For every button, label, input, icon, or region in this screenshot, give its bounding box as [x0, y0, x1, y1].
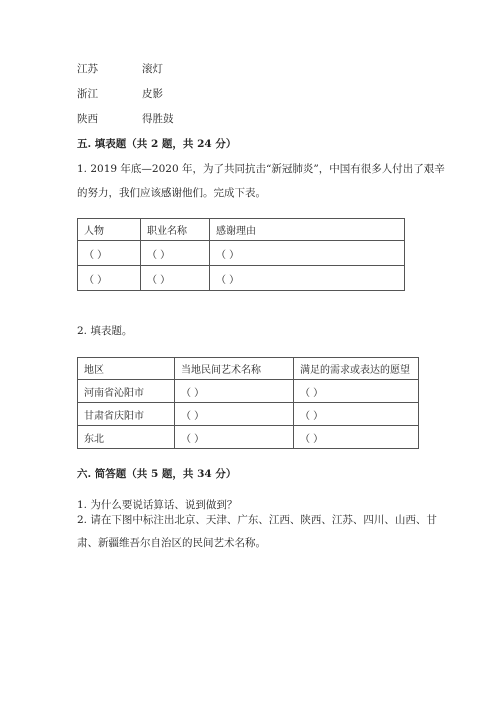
- table-row: [78, 426, 419, 449]
- question-2-line-1: 2. 请在下图中标注出北京、天津、广东、江西、陕西、江苏、四川、山西、甘: [77, 514, 437, 526]
- table-cell[interactable]: （ ）: [141, 241, 210, 266]
- table-header-row: [78, 358, 419, 380]
- table-header-cell: 职业名称: [141, 219, 210, 241]
- table-header-cell: 当地民间艺术名称: [175, 358, 294, 380]
- table-cell[interactable]: （ ）: [294, 426, 419, 449]
- table-cell[interactable]: （ ）: [294, 380, 419, 403]
- table-row: [78, 241, 405, 266]
- table-row: [78, 266, 405, 291]
- table-cell: 河南省沁阳市: [78, 380, 175, 403]
- table-row: [78, 380, 419, 403]
- table-header-cell: 满足的需求或表达的愿望: [294, 358, 419, 380]
- table-folk-art: [77, 357, 419, 449]
- table-header-cell: 感谢理由: [210, 219, 405, 241]
- table-cell[interactable]: （ ）: [141, 266, 210, 291]
- table-cell[interactable]: （ ）: [294, 403, 419, 426]
- pair-art: 皮影: [142, 88, 163, 100]
- pair-art: 滚灯: [142, 63, 163, 75]
- question-2-line-2: 肃、新疆维吾尔自治区的民间艺术名称。: [77, 537, 266, 549]
- pair-art: 得胜鼓: [142, 113, 174, 125]
- table-cell[interactable]: （ ）: [210, 241, 405, 266]
- table-thanks: [77, 218, 405, 291]
- table-header-cell: 地区: [78, 358, 175, 380]
- table-cell[interactable]: （ ）: [78, 266, 141, 291]
- question-1-line-1: 1. 2019 年底—2020 年，为了共同抗击“新冠肺炎”，中国有很多人付出了艰辛: [77, 163, 445, 175]
- table-cell[interactable]: （ ）: [175, 426, 294, 449]
- table-row: [78, 403, 419, 426]
- pair-province: 江苏: [77, 63, 98, 75]
- table-cell[interactable]: （ ）: [78, 241, 141, 266]
- table-cell: 东北: [78, 426, 175, 449]
- pair-province: 陕西: [77, 113, 98, 125]
- table-header-cell: 人物: [78, 219, 141, 241]
- question-1: 1. 为什么要说话算话、说到做到？: [77, 499, 238, 511]
- section-6-title: 六. 简答题（共 5 题，共 34 分）: [77, 468, 237, 480]
- table-cell[interactable]: （ ）: [175, 403, 294, 426]
- table-cell: 甘肃省庆阳市: [78, 403, 175, 426]
- table-header-row: [78, 219, 405, 241]
- question-2: 2. 填表题。: [77, 325, 133, 337]
- question-1-line-2: 的努力，我们应该感谢他们。完成下表。: [77, 187, 266, 199]
- table-cell[interactable]: （ ）: [175, 380, 294, 403]
- table-cell[interactable]: （ ）: [210, 266, 405, 291]
- pair-province: 浙江: [77, 88, 98, 100]
- section-5-title: 五. 填表题（共 2 题，共 24 分）: [77, 138, 237, 150]
